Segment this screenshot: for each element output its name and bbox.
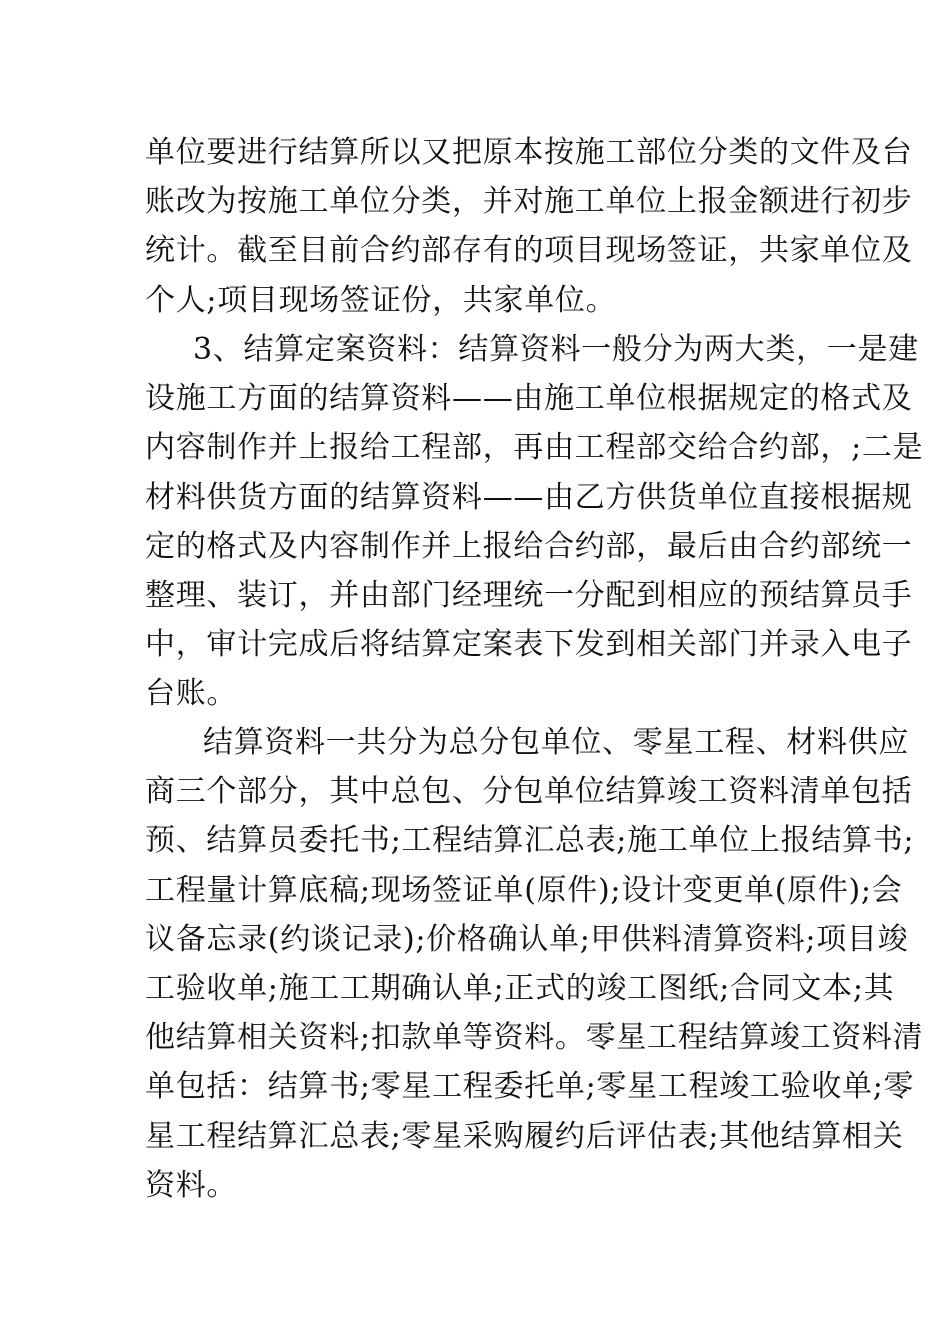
paragraph-settlement-materials	[145, 325, 924, 719]
text-line: 整理、装订，并由部门经理统一分配到相应的预结算员手	[145, 577, 913, 613]
text-line: 账改为按施工单位分类，并对施工单位上报金额进行初步	[145, 184, 913, 220]
text-line: 资料。	[145, 1167, 238, 1203]
text-line: 星工程结算汇总表;零星采购履约后评估表;其他结算相关	[145, 1118, 904, 1154]
text-line: 中，审计完成后将结算定案表下发到相关部门并录入电子	[145, 627, 913, 663]
text-line: 结算资料一共分为总分包单位、零星工程、材料供应	[203, 725, 910, 760]
text-line: 单包括：结算书;零星工程委托单;零星工程竣工验收单;零	[145, 1069, 915, 1105]
text-line: 3、结算定案资料：结算资料一般分为两大类，一是建	[193, 332, 919, 367]
text-line: 预、结算员委托书;工程结算汇总表;施工单位上报结算书;	[145, 823, 915, 859]
text-line: 工验收单;施工工期确认单;正式的竣工图纸;合同文本;其	[145, 970, 895, 1006]
text-line: 议备忘录(约谈记录);价格确认单;甲供料清算资料;项目竣	[145, 921, 909, 957]
text-line: 工程量计算底稿;现场签证单(原件);设计变更单(原件);会	[145, 872, 903, 908]
text-line: 单位要进行结算所以又把原本按施工部位分类的文件及台	[145, 135, 913, 170]
paragraph-continuation	[145, 128, 913, 325]
text-line: 内容制作并上报给工程部，再由工程部交给合约部，;二是	[145, 430, 924, 466]
text-line: 材料供货方面的结算资料——由乙方供货单位直接根据规	[145, 479, 913, 515]
text-line: 统计。截至目前合约部存有的项目现场签证，共家单位及	[145, 233, 913, 269]
text-line: 定的格式及内容制作并上报给合约部，最后由合约部统一	[145, 528, 913, 564]
text-line: 商三个部分，其中总包、分包单位结算竣工资料清单包括	[145, 774, 913, 810]
text-line: 个人;项目现场签证份，共家单位。	[145, 282, 617, 318]
text-line: 台账。	[145, 676, 238, 712]
text-line: 设施工方面的结算资料——由施工单位根据规定的格式及	[145, 381, 913, 417]
paragraph-settlement-categories	[145, 718, 924, 1210]
text-line: 他结算相关资料;扣款单等资料。零星工程结算竣工资料清	[145, 1020, 924, 1056]
